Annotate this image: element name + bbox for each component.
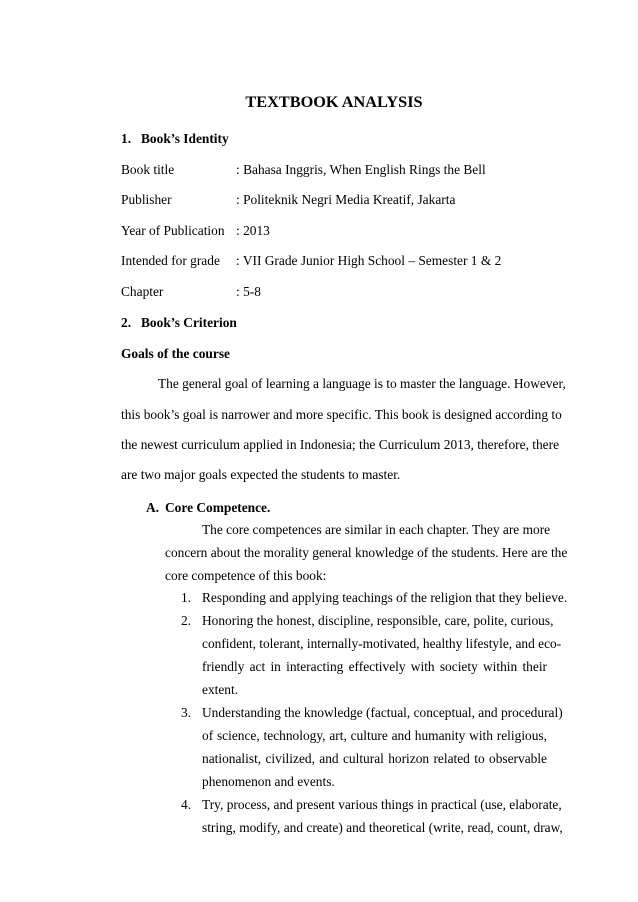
paragraph-line: The general goal of learning a language is to master the language. However, [158,376,566,391]
identity-label: Book title [121,162,175,177]
list-item-number: 1. [181,590,192,605]
list-item-line: confident, tolerant, internally-motivated, healthy lifestyle, and eco- [202,636,562,651]
paragraph-line: are two major goals expected the students to master. [121,467,401,482]
identity-label: Publisher [121,192,172,207]
section-number: 1. [121,131,132,146]
page-title: TEXTBOOK ANALYSIS [245,92,423,111]
identity-value: : Bahasa Inggris, When English Rings the Bell [236,162,486,177]
subsection-letter: A. [146,500,160,515]
section-title: Book’s Identity [141,131,229,146]
list-item-line: extent. [202,682,239,697]
identity-value: : 5-8 [236,284,261,299]
subsection-title: Core Competence. [165,500,271,515]
identity-label: Intended for grade [121,253,220,268]
paragraph-line: concern about the morality general knowledge of the students. Here are the [165,545,568,560]
list-item-line: of science, technology, art, culture and humanity with religious, [202,728,547,743]
paragraph-line: The core competences are similar in each chapter. They are more [202,522,551,537]
list-item-line: Responding and applying teachings of the religion that they believe. [202,590,568,605]
paragraph-line: this book’s goal is narrower and more specific. This book is designed according to [121,407,562,422]
identity-label: Chapter [121,284,164,299]
section-heading-book-criterion [121,315,237,331]
subheading-goals: Goals of the course [121,346,230,361]
section-number: 2. [121,315,132,330]
identity-value: : Politeknik Negri Media Kreatif, Jakarta [236,192,456,207]
paragraph-line: the newest curriculum applied in Indonesia; the Curriculum 2013, therefore, there [121,437,560,452]
section-title: Book’s Criterion [141,315,237,330]
list-item-number: 2. [181,613,192,628]
subsection-heading-core-competence [146,500,270,516]
list-item-line: Honoring the honest, discipline, responsible, care, polite, curious, [202,613,554,628]
identity-label: Year of Publication [121,223,225,238]
list-item-line: Try, process, and present various things in practical (use, elaborate, [202,797,562,812]
list-item-line: string, modify, and create) and theoretical (write, read, count, draw, [202,820,563,835]
identity-value: : VII Grade Junior High School – Semester 1 & 2 [236,253,502,268]
paragraph-line: core competence of this book: [165,568,327,583]
list-item-number: 4. [181,797,192,812]
list-item-number: 3. [181,705,192,720]
identity-value: : 2013 [236,223,270,238]
list-item-line: Understanding the knowledge (factual, conceptual, and procedural) [202,705,563,720]
list-item-line: nationalist, civilized, and cultural horizon related to observable [202,751,547,766]
list-item-line: phenomenon and events. [202,774,335,789]
section-heading-book-identity [121,131,229,147]
list-item-line: friendly act in interacting effectively with society within their [202,659,547,674]
